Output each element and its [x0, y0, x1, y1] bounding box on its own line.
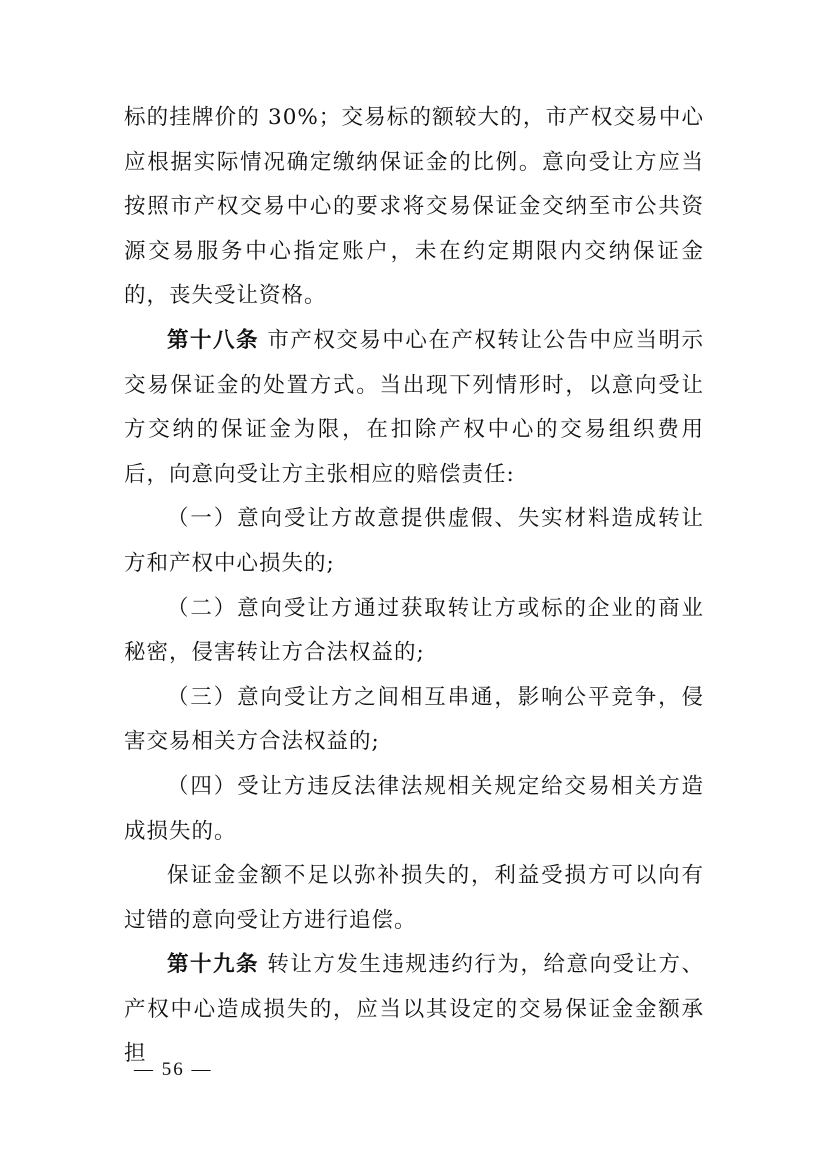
article-number: 第十八条: [167, 327, 260, 353]
list-item-4: [124, 765, 704, 854]
paragraph-continuation: [124, 96, 704, 319]
page-number: — 56 —: [134, 1059, 213, 1080]
list-item-2: [124, 587, 704, 676]
article-19: [124, 943, 704, 1077]
paragraph-text: （三）意向受让方之间相互串通，影响公平竞争，侵害交易相关方合法权益的;: [124, 684, 704, 755]
paragraph-compensation: [124, 854, 704, 943]
paragraph-text: 转让方发生违规违约行为，给意向受让方、产权中心造成损失的，应当以其设定的交易保证金金额承担: [124, 952, 704, 1067]
paragraph-text: 标的挂牌价的 30%；交易标的额较大的，市产权交易中心应根据实际情况确定缴纳保证金的比例。意向受让方应当按照市产权交易中心的要求将交易保证金交纳至市公共资源交易服务中心指定账户，未在约定期限内交纳保证金的，丧失受让资格。: [124, 105, 704, 309]
paragraph-text: 市产权交易中心在产权转让公告中应当明示交易保证金的处置方式。当出现下列情形时，以意向受让方交纳的保证金为限，在扣除产权中心的交易组织费用后，向意向受让方主张相应的赔偿责任:: [124, 327, 704, 487]
body-text: [124, 96, 704, 1077]
article-18: [124, 319, 704, 497]
article-number: 第十九条: [167, 952, 260, 978]
paragraph-text: 保证金金额不足以弥补损失的，利益受损方可以向有过错的意向受让方进行追偿。: [124, 863, 704, 933]
paragraph-text: （四）受让方违反法律法规相关规定给交易相关方造成损失的。: [124, 773, 704, 844]
paragraph-text: （一）意向受让方故意提供虚假、失实材料造成转让方和产权中心损失的;: [124, 506, 704, 576]
paragraph-text: （二）意向受让方通过获取转让方或标的企业的商业秘密，侵害转让方合法权益的;: [124, 595, 704, 666]
list-item-1: [124, 497, 704, 586]
list-item-3: [124, 676, 704, 765]
